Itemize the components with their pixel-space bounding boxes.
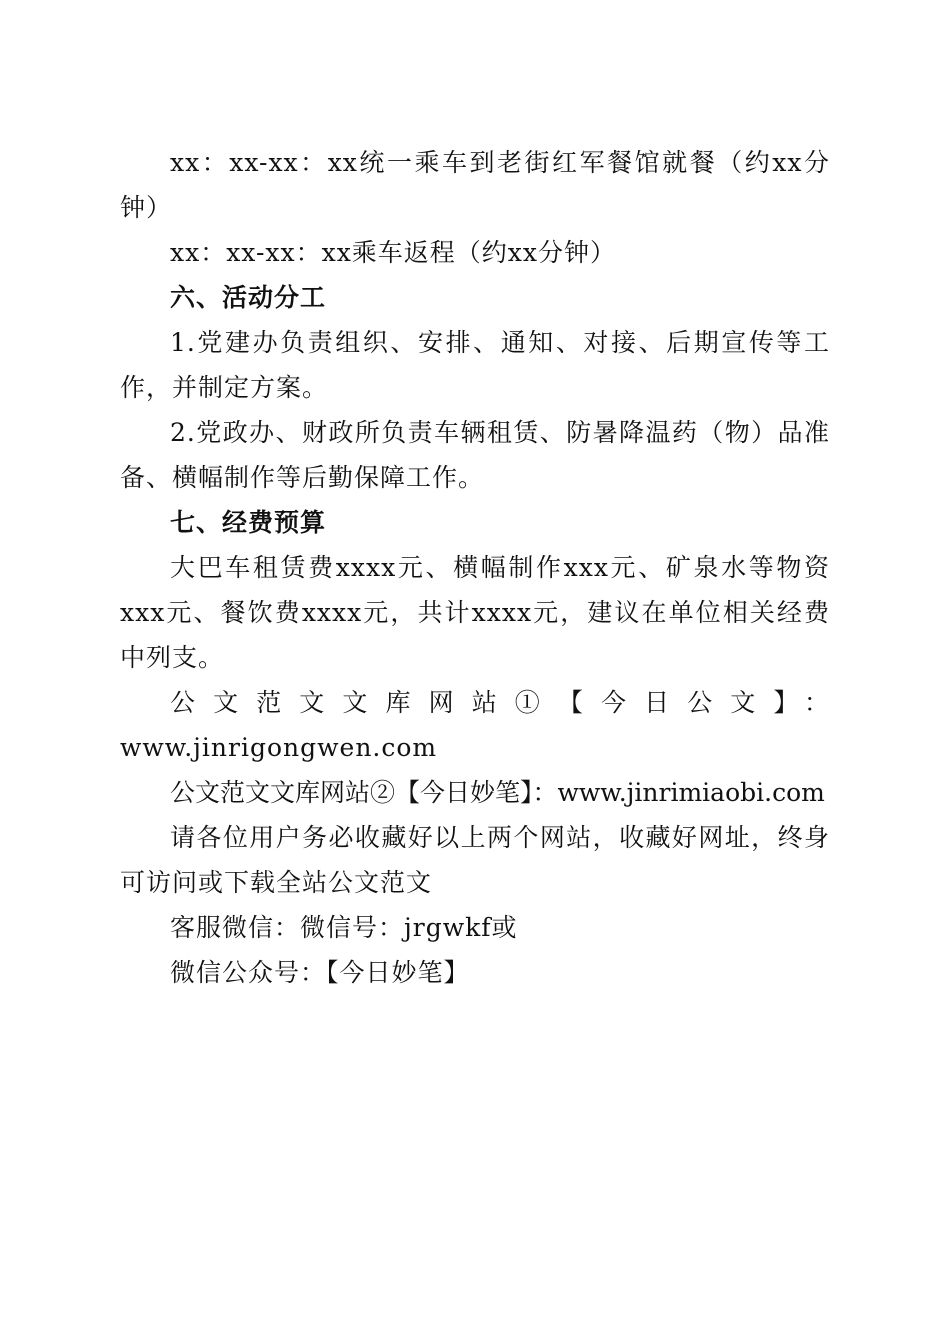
website-1-url: www.jinrigongwen.com <box>120 733 438 762</box>
schedule-item-lunch: xx：xx-xx：xx统一乘车到老街红军餐馆就餐（约xx分钟） <box>120 148 830 222</box>
work-item-1: 1.党建办负责组织、安排、通知、对接、后期宣传等工作，并制定方案。 <box>120 328 830 402</box>
website-2-line: 公文范文文库网站②【今日妙笔】：www.jinrimiaobi.com <box>170 778 825 807</box>
section-heading-division-of-work: 六、活动分工 <box>170 283 327 312</box>
work-item-2: 2.党政办、财政所负责车辆租赁、防暑降温药（物）品准备、横幅制作等后勤保障工作。 <box>120 418 830 492</box>
website-1-label: 公文范文文库网站①【今日公文】： <box>170 688 830 717</box>
schedule-item-return: xx：xx-xx：xx乘车返程（约xx分钟） <box>170 238 617 267</box>
budget-paragraph: 大巴车租赁费xxxx元、横幅制作xxx元、矿泉水等物资xxx元、餐饮费xxxx元，共计xxxx元，建议在单位相关经费中列支。 <box>120 553 830 672</box>
official-account-line: 微信公众号：【今日妙笔】 <box>170 958 470 987</box>
bookmark-notice: 请各位用户务必收藏好以上两个网站，收藏好网址，终身可访问或下载全站公文范文 <box>120 823 830 897</box>
service-wechat-line: 客服微信：微信号：jrgwkf或 <box>170 913 518 942</box>
website-1-paragraph <box>120 680 830 770</box>
section-heading-budget: 七、经费预算 <box>170 508 327 537</box>
